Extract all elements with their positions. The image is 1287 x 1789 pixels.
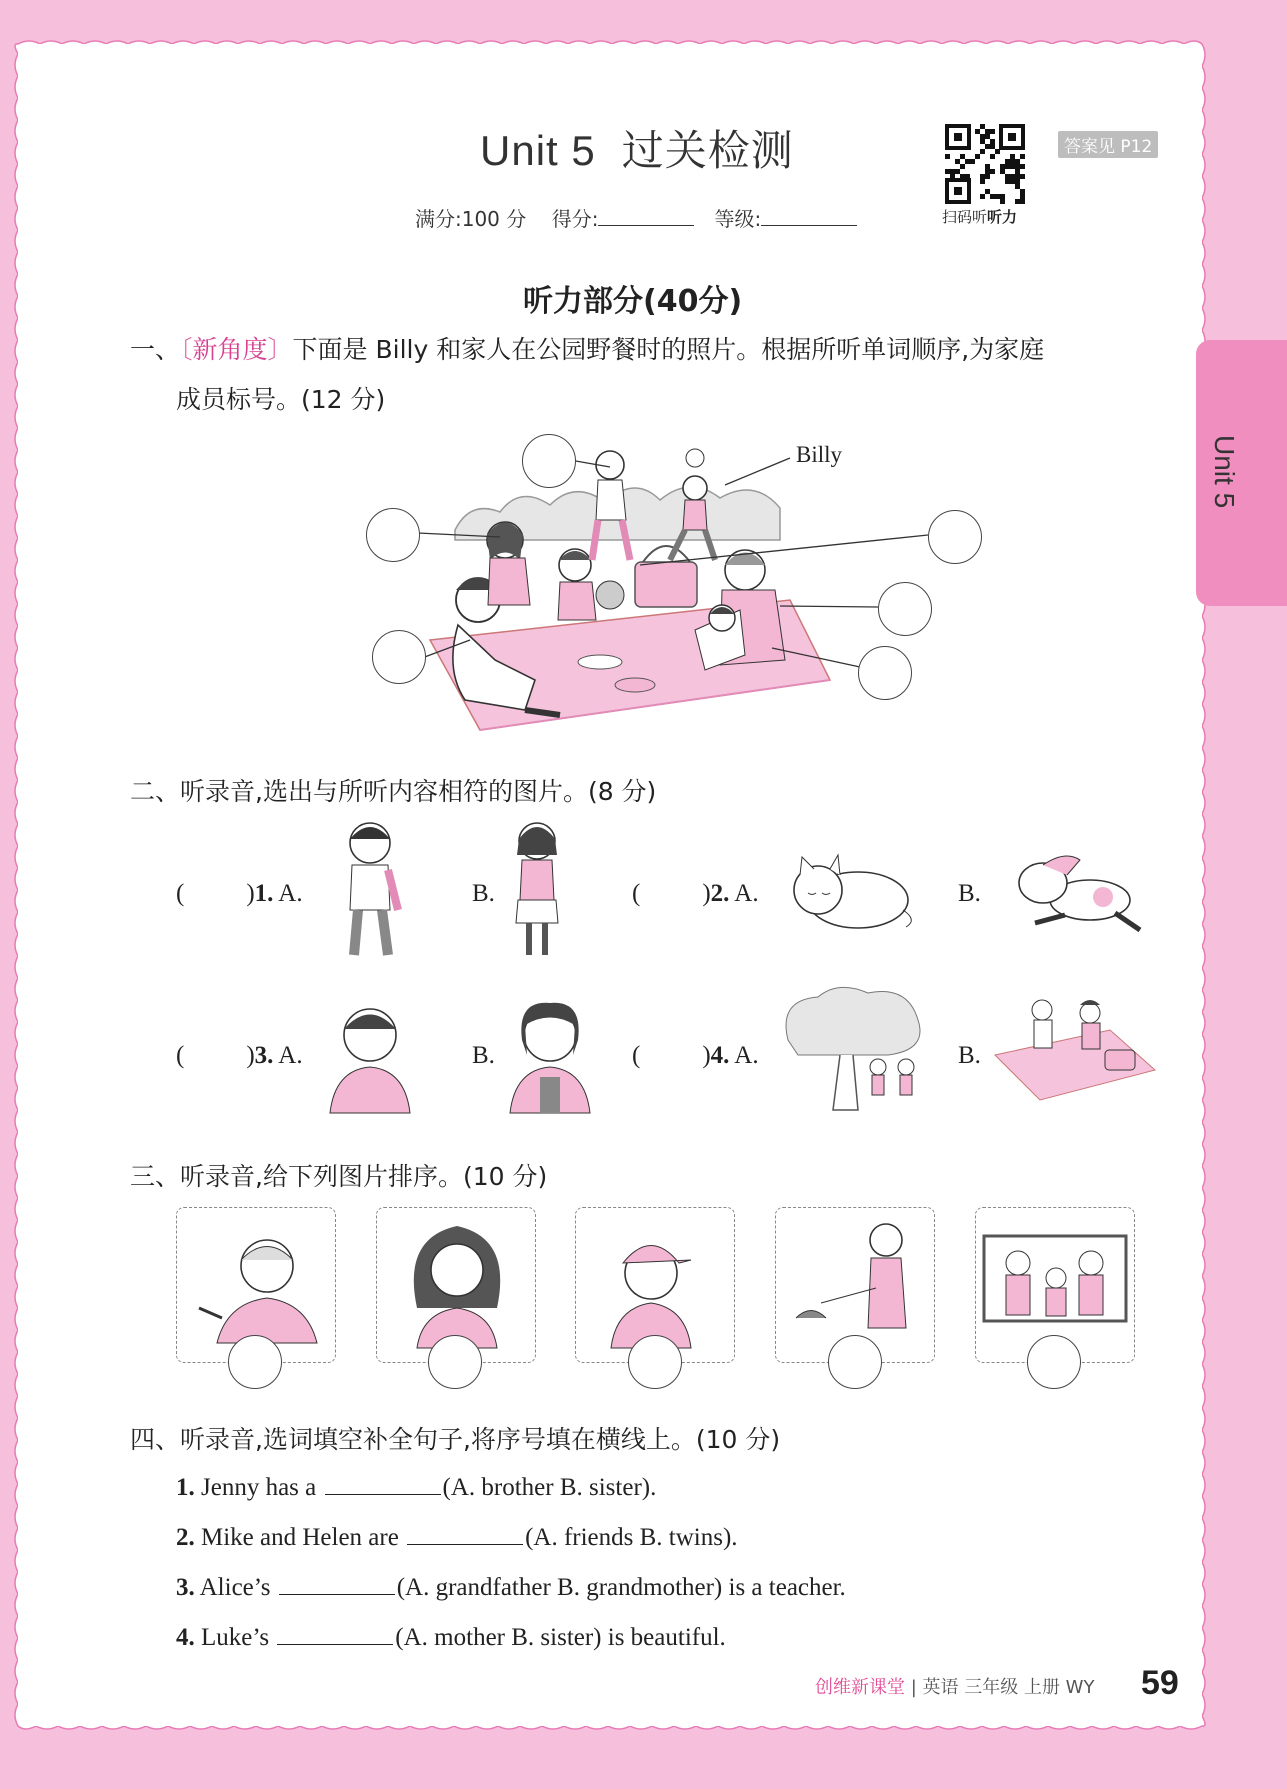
q2-item-4: ( )4. A. xyxy=(632,1042,759,1069)
page-number: 59 xyxy=(1141,1664,1179,1702)
footer-brand: 创维新课堂 xyxy=(815,1677,905,1698)
q3-answer-circle-2[interactable] xyxy=(428,1335,482,1389)
footer-info: 创维新课堂 | 英语 三年级 上册 WY xyxy=(815,1677,1095,1698)
q1-answer-circle-4[interactable] xyxy=(928,510,982,564)
q1-answer-circle-1[interactable] xyxy=(522,434,576,488)
q2-prompt: 二、听录音,选出与所听内容相符的图片。(8 分) xyxy=(130,777,657,806)
q2-2a-cat-picture xyxy=(778,845,918,935)
q4-prompt: 四、听录音,选词填空补全句子,将序号填在横线上。(10 分) xyxy=(130,1425,781,1454)
q1-answer-circle-5[interactable] xyxy=(878,582,932,636)
q4-blank-3[interactable] xyxy=(279,1572,395,1595)
billy-label: Billy xyxy=(796,442,843,467)
q4-line-4: 4. Luke’s (A. mother B. sister) is beautiful. xyxy=(176,1624,726,1651)
q2-item-2: ( )2. A. xyxy=(632,880,759,907)
q4-line-2: 2. Mike and Helen are (A. friends B. twins). xyxy=(176,1524,738,1551)
q3-answer-circle-1[interactable] xyxy=(228,1335,282,1389)
q4-blank-2[interactable] xyxy=(407,1522,523,1545)
q1-leader-lines xyxy=(0,0,1287,800)
footer-book-info: 英语 三年级 上册 WY xyxy=(922,1677,1095,1698)
q2-item-3: ( )3. A. xyxy=(176,1042,303,1069)
q2-4a-tree-kids-picture xyxy=(778,985,928,1115)
q4-blank-4[interactable] xyxy=(277,1622,393,1645)
q4-line-1: 1. Jenny has a (A. brother B. sister). xyxy=(176,1474,657,1501)
q2-1b-girl-picture xyxy=(502,815,572,965)
q1-prompt-line2: 成员标号。(12 分) xyxy=(176,385,386,414)
listening-section-title: 听力部分(40分) xyxy=(523,284,743,319)
q4-line-3: 3. Alice’s (A. grandfather B. grandmother) is a teacher. xyxy=(176,1574,846,1601)
q3-prompt: 三、听录音,给下列图片排序。(10 分) xyxy=(130,1162,548,1191)
answer-reference-badge: 答案见 P12 xyxy=(1058,131,1158,158)
q1-answer-circle-6[interactable] xyxy=(858,646,912,700)
q2-item-1: ( )1. A. xyxy=(176,880,303,907)
side-tab-label: Unit 5 xyxy=(1209,435,1240,509)
q2-item-2-b: B. xyxy=(958,880,981,907)
q2-4b-picnic-picture xyxy=(990,995,1160,1115)
q2-1a-boy-picture xyxy=(330,815,410,965)
q1-answer-circle-2[interactable] xyxy=(366,508,420,562)
title-unit: Unit 5 xyxy=(480,127,596,174)
q4-blank-1[interactable] xyxy=(325,1472,441,1495)
q3-answer-circle-5[interactable] xyxy=(1027,1335,1081,1389)
title-subtitle: 过关检测 xyxy=(621,127,794,174)
full-score: 满分:100 分 xyxy=(415,207,527,231)
qr-label: 扫码听听力 xyxy=(942,208,1018,226)
q2-item-4-b: B. xyxy=(958,1042,981,1069)
grade-label: 等级: xyxy=(714,207,762,231)
q1-answer-circle-3[interactable] xyxy=(372,630,426,684)
q2-item-3-b: B. xyxy=(472,1042,495,1069)
score-label: 得分: xyxy=(551,207,599,231)
q3-answer-circle-3[interactable] xyxy=(628,1335,682,1389)
q2-item-1-b: B. xyxy=(472,880,495,907)
q3-answer-circle-4[interactable] xyxy=(828,1335,882,1389)
q1-prompt-line1: 一、〔新角度〕下面是 Billy 和家人在公园野餐时的照片。根据所听单词顺序,为家庭 xyxy=(130,335,1045,364)
q2-3a-boy-portrait xyxy=(325,995,415,1115)
q2-2b-dog-picture xyxy=(1005,845,1145,945)
q2-3b-girl-portrait xyxy=(505,995,595,1115)
new-angle-tag: 〔新角度〕 xyxy=(180,335,293,364)
